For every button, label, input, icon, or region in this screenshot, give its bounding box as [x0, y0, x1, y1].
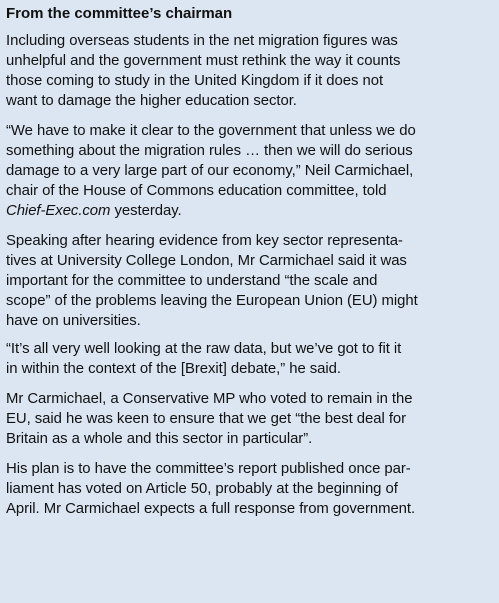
paragraph-6	[6, 459, 493, 519]
paragraph-4-line-1: “It’s all very well looking at the raw data, but we’ve got to fit it	[6, 341, 402, 357]
paragraph-2-line-1: “We have to make it clear to the government that unless we do	[6, 123, 416, 139]
paragraph-2-line-5	[6, 201, 493, 221]
paragraph-3-line-2: tives at University College London, Mr Carmichael said it was	[6, 253, 407, 269]
paragraph-2-line-4: chair of the House of Commons education committee, told	[6, 183, 387, 199]
paragraph-2-line-5-rest: yesterday.	[110, 203, 182, 219]
paragraph-3	[6, 231, 493, 331]
paragraph-2	[6, 121, 493, 221]
paragraph-3-line-3: important for the committee to understand “the scale and	[6, 273, 378, 289]
paragraph-3-line-4: scope” of the problems leaving the European Union (EU) might	[6, 293, 418, 309]
paragraph-1-line-4: want to damage the higher education sector.	[6, 93, 297, 109]
paragraph-1-line-3: those coming to study in the United Kingdom if it does not	[6, 73, 384, 89]
paragraph-1	[6, 31, 493, 111]
paragraph-1-line-1: Including overseas students in the net migration figures was	[6, 33, 398, 49]
paragraph-2-line-3: damage to a very large part of our economy,” Neil Carmichael,	[6, 163, 414, 179]
paragraph-6-line-2: liament has voted on Article 50, probably at the beginning of	[6, 481, 398, 497]
paragraph-2-line-2: something about the migration rules … then we will do serious	[6, 143, 413, 159]
paragraph-3-line-5: have on universities.	[6, 313, 141, 329]
paragraph-1-line-2: unhelpful and the government must rethink the way it counts	[6, 53, 401, 69]
paragraph-6-line-1: His plan is to have the committee’s report published once par-	[6, 461, 411, 477]
paragraph-5	[6, 389, 493, 449]
paragraph-4-line-2: in within the context of the [Brexit] debate,” he said.	[6, 361, 341, 377]
paragraph-6-line-3: April. Mr Carmichael expects a full response from government.	[6, 501, 416, 517]
paragraph-5-line-1: Mr Carmichael, a Conservative MP who voted to remain in the	[6, 391, 413, 407]
paragraph-5-line-2: EU, said he was keen to ensure that we get “the best deal for	[6, 411, 407, 427]
paragraph-5-line-3: Britain as a whole and this sector in particular”.	[6, 431, 313, 447]
paragraph-4	[6, 339, 493, 379]
source-name: Chief-Exec.com	[6, 203, 111, 219]
paragraph-3-line-1: Speaking after hearing evidence from key sector representa-	[6, 233, 403, 249]
article-title: From the committee’s chairman	[6, 5, 233, 22]
